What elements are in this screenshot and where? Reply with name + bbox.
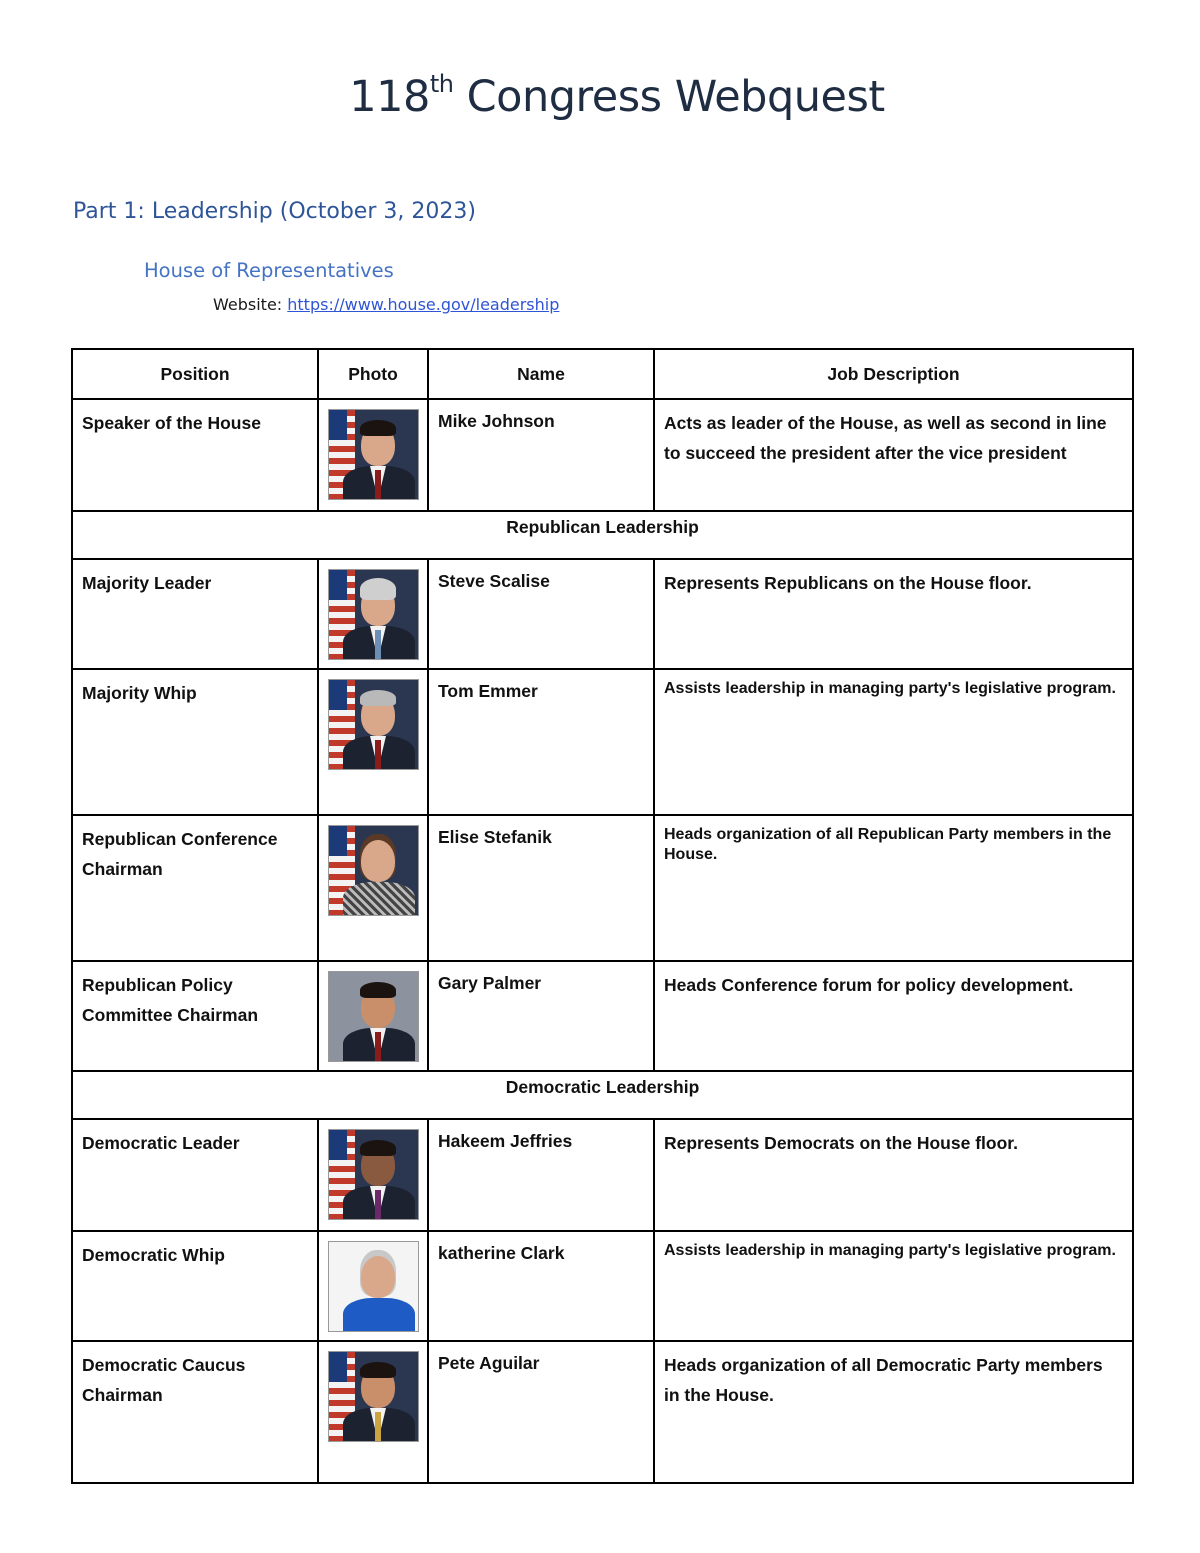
section-heading: Republican Leadership xyxy=(72,511,1133,559)
section-row-republican xyxy=(72,511,1133,559)
name-text: Hakeem Jeffries xyxy=(438,1131,573,1151)
description-text: Represents Republicans on the House floor. xyxy=(664,573,1032,593)
position-cell xyxy=(72,815,318,961)
position-cell xyxy=(72,1231,318,1341)
photo-image xyxy=(328,409,419,500)
description-cell xyxy=(654,815,1133,961)
description-cell xyxy=(654,1341,1133,1483)
photo-image xyxy=(328,1351,419,1442)
position-cell xyxy=(72,559,318,669)
name-text: Steve Scalise xyxy=(438,571,550,591)
section-row-democratic xyxy=(72,1071,1133,1119)
position-cell xyxy=(72,961,318,1071)
title-superscript: th xyxy=(429,69,454,98)
position-cell xyxy=(72,399,318,511)
name-cell xyxy=(428,1341,654,1483)
photo-image xyxy=(328,1241,419,1332)
photo-cell xyxy=(318,815,428,961)
position-cell xyxy=(72,1119,318,1231)
name-cell xyxy=(428,1119,654,1231)
position-text: Majority Leader xyxy=(82,573,212,593)
table-row xyxy=(72,399,1133,511)
header-photo: Photo xyxy=(318,349,428,399)
name-text: Gary Palmer xyxy=(438,973,542,993)
table-row xyxy=(72,1231,1133,1341)
table-row xyxy=(72,559,1133,669)
description-cell xyxy=(654,399,1133,511)
description-text: Heads organization of all Democratic Party members in the House. xyxy=(664,1355,1103,1405)
description-cell xyxy=(654,961,1133,1071)
description-cell xyxy=(654,559,1133,669)
website-line xyxy=(213,295,559,314)
description-cell xyxy=(654,1231,1133,1341)
photo-cell xyxy=(318,559,428,669)
description-text: Assists leadership in managing party's legislative program. xyxy=(664,680,1116,697)
photo-cell xyxy=(318,1119,428,1231)
leadership-table xyxy=(71,348,1134,1484)
section-heading: Democratic Leadership xyxy=(72,1071,1133,1119)
position-cell xyxy=(72,669,318,815)
name-text: Tom Emmer xyxy=(438,681,538,701)
photo-cell xyxy=(318,961,428,1071)
header-name: Name xyxy=(428,349,654,399)
table-row xyxy=(72,1341,1133,1483)
photo-cell xyxy=(318,399,428,511)
header-position: Position xyxy=(72,349,318,399)
position-text: Majority Whip xyxy=(82,683,197,703)
name-text: Mike Johnson xyxy=(438,411,555,431)
name-text: katherine Clark xyxy=(438,1243,565,1263)
name-cell xyxy=(428,669,654,815)
photo-image xyxy=(328,825,419,916)
position-text: Democratic Whip xyxy=(82,1245,225,1265)
description-cell xyxy=(654,1119,1133,1231)
photo-image xyxy=(328,569,419,660)
description-text: Acts as leader of the House, as well as second in line to succeed the president after the vice president xyxy=(664,413,1107,463)
table-row xyxy=(72,1119,1133,1231)
website-label: Website: xyxy=(213,295,288,314)
name-cell xyxy=(428,559,654,669)
header-job-description: Job Description xyxy=(654,349,1133,399)
photo-image xyxy=(328,679,419,770)
photo-cell xyxy=(318,669,428,815)
description-text: Heads Conference forum for policy development. xyxy=(664,975,1074,995)
name-cell xyxy=(428,961,654,1071)
position-cell xyxy=(72,1341,318,1483)
name-cell xyxy=(428,399,654,511)
position-text: Democratic Caucus Chairman xyxy=(82,1355,246,1405)
description-text: Heads organization of all Republican Party members in the House. xyxy=(664,826,1112,863)
sub-heading: House of Representatives xyxy=(144,259,394,282)
description-text: Represents Democrats on the House floor. xyxy=(664,1133,1018,1153)
photo-image xyxy=(328,1129,419,1220)
name-cell xyxy=(428,1231,654,1341)
table-row xyxy=(72,961,1133,1071)
photo-cell xyxy=(318,1341,428,1483)
table-row xyxy=(72,669,1133,815)
position-text: Democratic Leader xyxy=(82,1133,240,1153)
name-cell xyxy=(428,815,654,961)
table-row xyxy=(72,815,1133,961)
position-text: Speaker of the House xyxy=(82,413,261,433)
position-text: Republican Policy Committee Chairman xyxy=(82,975,259,1025)
part-heading: Part 1: Leadership (October 3, 2023) xyxy=(73,199,476,224)
name-text: Pete Aguilar xyxy=(438,1353,540,1373)
photo-cell xyxy=(318,1231,428,1341)
title-text: Congress Webquest xyxy=(453,72,885,122)
description-text: Assists leadership in managing party's legislative program. xyxy=(664,1242,1116,1259)
title-number: 118 xyxy=(349,72,430,122)
name-text: Elise Stefanik xyxy=(438,827,552,847)
position-text: Republican Conference Chairman xyxy=(82,829,278,879)
description-cell xyxy=(654,669,1133,815)
photo-image xyxy=(328,971,419,1062)
table-header-row xyxy=(72,349,1133,399)
document-title xyxy=(0,69,1200,122)
website-link[interactable]: https://www.house.gov/leadership xyxy=(287,295,560,314)
